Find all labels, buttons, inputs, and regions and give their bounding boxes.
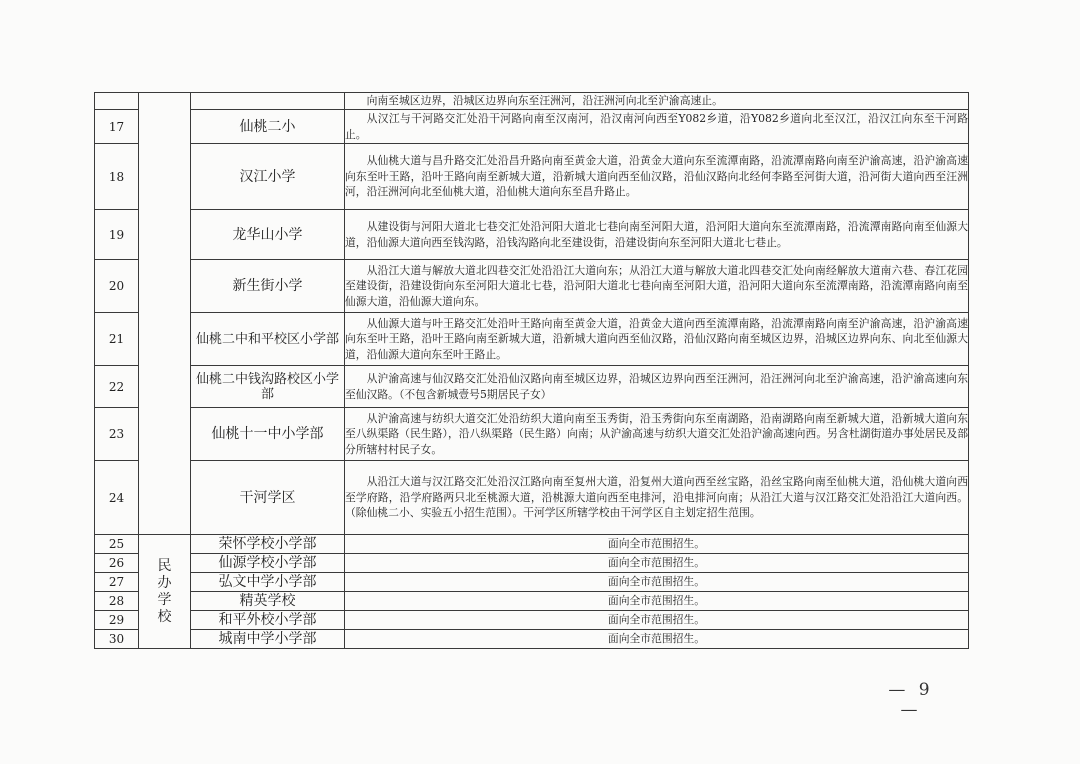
category-char: 办 <box>157 574 172 591</box>
zone-description: 面向全市范围招生。 <box>607 556 706 570</box>
row-number: 18 <box>95 144 139 210</box>
table-row <box>95 573 969 592</box>
zone-description: 面向全市范围招生。 <box>607 632 706 646</box>
table-row-continued <box>95 93 969 110</box>
row-number: 21 <box>95 313 139 366</box>
table-row <box>95 366 969 408</box>
school-name: 干河学区 <box>191 461 345 535</box>
school-name: 仙桃二中钱沟路校区小学部 <box>191 366 345 408</box>
school-name: 仙桃二中和平校区小学部 <box>191 313 345 366</box>
school-name: 仙源学校小学部 <box>191 554 345 573</box>
category-label-private <box>139 558 190 626</box>
zone-description-cell <box>345 573 969 592</box>
category-char: 民 <box>157 557 172 574</box>
zone-description-cell <box>345 110 969 144</box>
zone-description: 从建设街与河阳大道北七巷交汇处沿河阳大道北七巷向南至河阳大道，沿河阳大道向东至流潭南路，沿流潭南路向南至仙源大道，沿仙源大道向西至钱沟路，沿钱沟路向北至建设街，沿建设街向东至河阳大道北七巷止。 <box>345 219 968 249</box>
zone-description: 从仙源大道与叶王路交汇处沿叶王路向南至黄金大道，沿黄金大道向西至流潭南路，沿流潭南路向南至沪渝高速，沿沪渝高速向东至叶王路，沿叶王路向南至新城大道，沿新城大道向西至仙汉路，沿仙汉路向南至城区边界，沿城区边界向东、向北至仙源大道，沿仙源大道向东至叶王路止。 <box>345 316 968 361</box>
zone-description-cell <box>345 144 969 210</box>
row-number-cell <box>95 93 139 110</box>
row-number: 29 <box>95 611 139 630</box>
zone-description: 从沿江大道与汉江路交汇处沿汉江路向南至复州大道，沿复州大道向西至丝宝路，沿丝宝路向南至仙桃大道，沿仙桃大道向西至学府路，沿学府路两只北至桃源大道，沿桃源大道向西至电排河，沿电排河向南；从沿江大道与汉江路交汇处沿沿江大道向西。（除仙桃二小、实验五小招生范围）。干河学区所辖学校由干河学区自主划定招生范围。 <box>345 475 968 520</box>
table-row <box>95 210 969 260</box>
school-name: 弘文中学小学部 <box>191 573 345 592</box>
zone-description-cell <box>345 461 969 535</box>
school-name: 城南中学小学部 <box>191 630 345 649</box>
row-number: 19 <box>95 210 139 260</box>
table-row <box>95 592 969 611</box>
zone-description: 向南至城区边界，沿城区边界向东至汪洲河，沿汪洲河向北至沪渝高速止。 <box>366 94 723 108</box>
school-name: 龙华山小学 <box>191 210 345 260</box>
zone-description: 从仙桃大道与昌升路交汇处沿昌升路向南至黄金大道，沿黄金大道向东至流潭南路，沿流潭南路向南至沪渝高速，沿沪渝高速向东至叶王路，沿叶王路向南至新城大道，沿新城大道向西至仙汉路，沿仙汉路向北经何李路至河街大道，沿河街大道向西至汪洲河，沿汪洲河向北至仙桃大道，沿仙桃大道向东至昌升路止。 <box>345 154 968 199</box>
category-char: 校 <box>157 608 172 625</box>
zone-description-cell <box>345 366 969 408</box>
row-number: 23 <box>95 408 139 461</box>
zone-description-cell <box>345 210 969 260</box>
zone-description: 从沿江大道与解放大道北四巷交汇处沿沿江大道向东；从沿江大道与解放大道北四巷交汇处向南经解放大道南六巷、春江花园至建设街，沿建设街向东至河阳大道北七巷，沿河阳大道北七巷向南至河阳大道，沿河阳大道向东至流潭南路，沿流潭南路向南至仙源大道，沿仙源大道向东。 <box>345 263 968 308</box>
zone-description-cell <box>345 93 969 110</box>
row-number: 27 <box>95 573 139 592</box>
zone-description-cell <box>345 535 969 554</box>
zone-description: 从沪渝高速与仙汉路交汇处沿仙汉路向南至城区边界，沿城区边界向西至汪洲河，沿汪洲河向北至沪渝高速，沿沪渝高速向东至仙汉路。（不包含新城壹号5期居民子女） <box>345 371 968 401</box>
table-row <box>95 313 969 366</box>
zone-description-cell <box>345 260 969 313</box>
school-name: 荣怀学校小学部 <box>191 535 345 554</box>
table-row <box>95 630 969 649</box>
school-name: 新生街小学 <box>191 260 345 313</box>
row-number: 20 <box>95 260 139 313</box>
zone-description-cell <box>345 611 969 630</box>
table-row <box>95 110 969 144</box>
zone-description-cell <box>345 630 969 649</box>
row-number: 24 <box>95 461 139 535</box>
table-row <box>95 611 969 630</box>
table-row <box>95 461 969 535</box>
zone-description: 从汉江与干河路交汇处沿干河路向南至汉南河，沿汉南河向西至Y082乡道，沿Y082乡道向北至汉江，沿汉江向东至干河路止。 <box>345 111 968 141</box>
zone-description-cell <box>345 554 969 573</box>
row-number: 26 <box>95 554 139 573</box>
school-name-cell <box>191 93 345 110</box>
zone-description: 面向全市范围招生。 <box>607 594 706 608</box>
category-cell-public <box>139 93 191 535</box>
zone-description-cell <box>345 313 969 366</box>
enrollment-zone-table <box>94 92 969 649</box>
table-row <box>95 144 969 210</box>
page-number: — 9 — <box>888 680 934 720</box>
table-row <box>95 260 969 313</box>
row-number: 22 <box>95 366 139 408</box>
category-char: 学 <box>157 591 172 608</box>
row-number: 30 <box>95 630 139 649</box>
zone-description-cell <box>345 408 969 461</box>
zone-description: 面向全市范围招生。 <box>607 537 706 551</box>
school-name: 仙桃十一中小学部 <box>191 408 345 461</box>
table-row <box>95 554 969 573</box>
row-number: 17 <box>95 110 139 144</box>
category-cell-private <box>139 535 191 649</box>
school-name: 精英学校 <box>191 592 345 611</box>
zone-description: 面向全市范围招生。 <box>607 613 706 627</box>
school-name: 和平外校小学部 <box>191 611 345 630</box>
school-name: 仙桃二小 <box>191 110 345 144</box>
zone-description-cell <box>345 592 969 611</box>
table-row <box>95 408 969 461</box>
zone-description: 面向全市范围招生。 <box>607 575 706 589</box>
row-number: 25 <box>95 535 139 554</box>
row-number: 28 <box>95 592 139 611</box>
table-row <box>95 535 969 554</box>
zone-description: 从沪渝高速与纺织大道交汇处沿纺织大道向南至玉秀街，沿玉秀街向东至南湖路，沿南湖路向南至新城大道，沿新城大道向东至八纵渠路（民生路），沿八纵渠路（民生路）向南；从沪渝高速与纺织大道交汇处沿沪渝高速向西。另含杜湖街道办事处居民及部分所辖村村民子女。 <box>345 411 968 456</box>
school-name: 汉江小学 <box>191 144 345 210</box>
